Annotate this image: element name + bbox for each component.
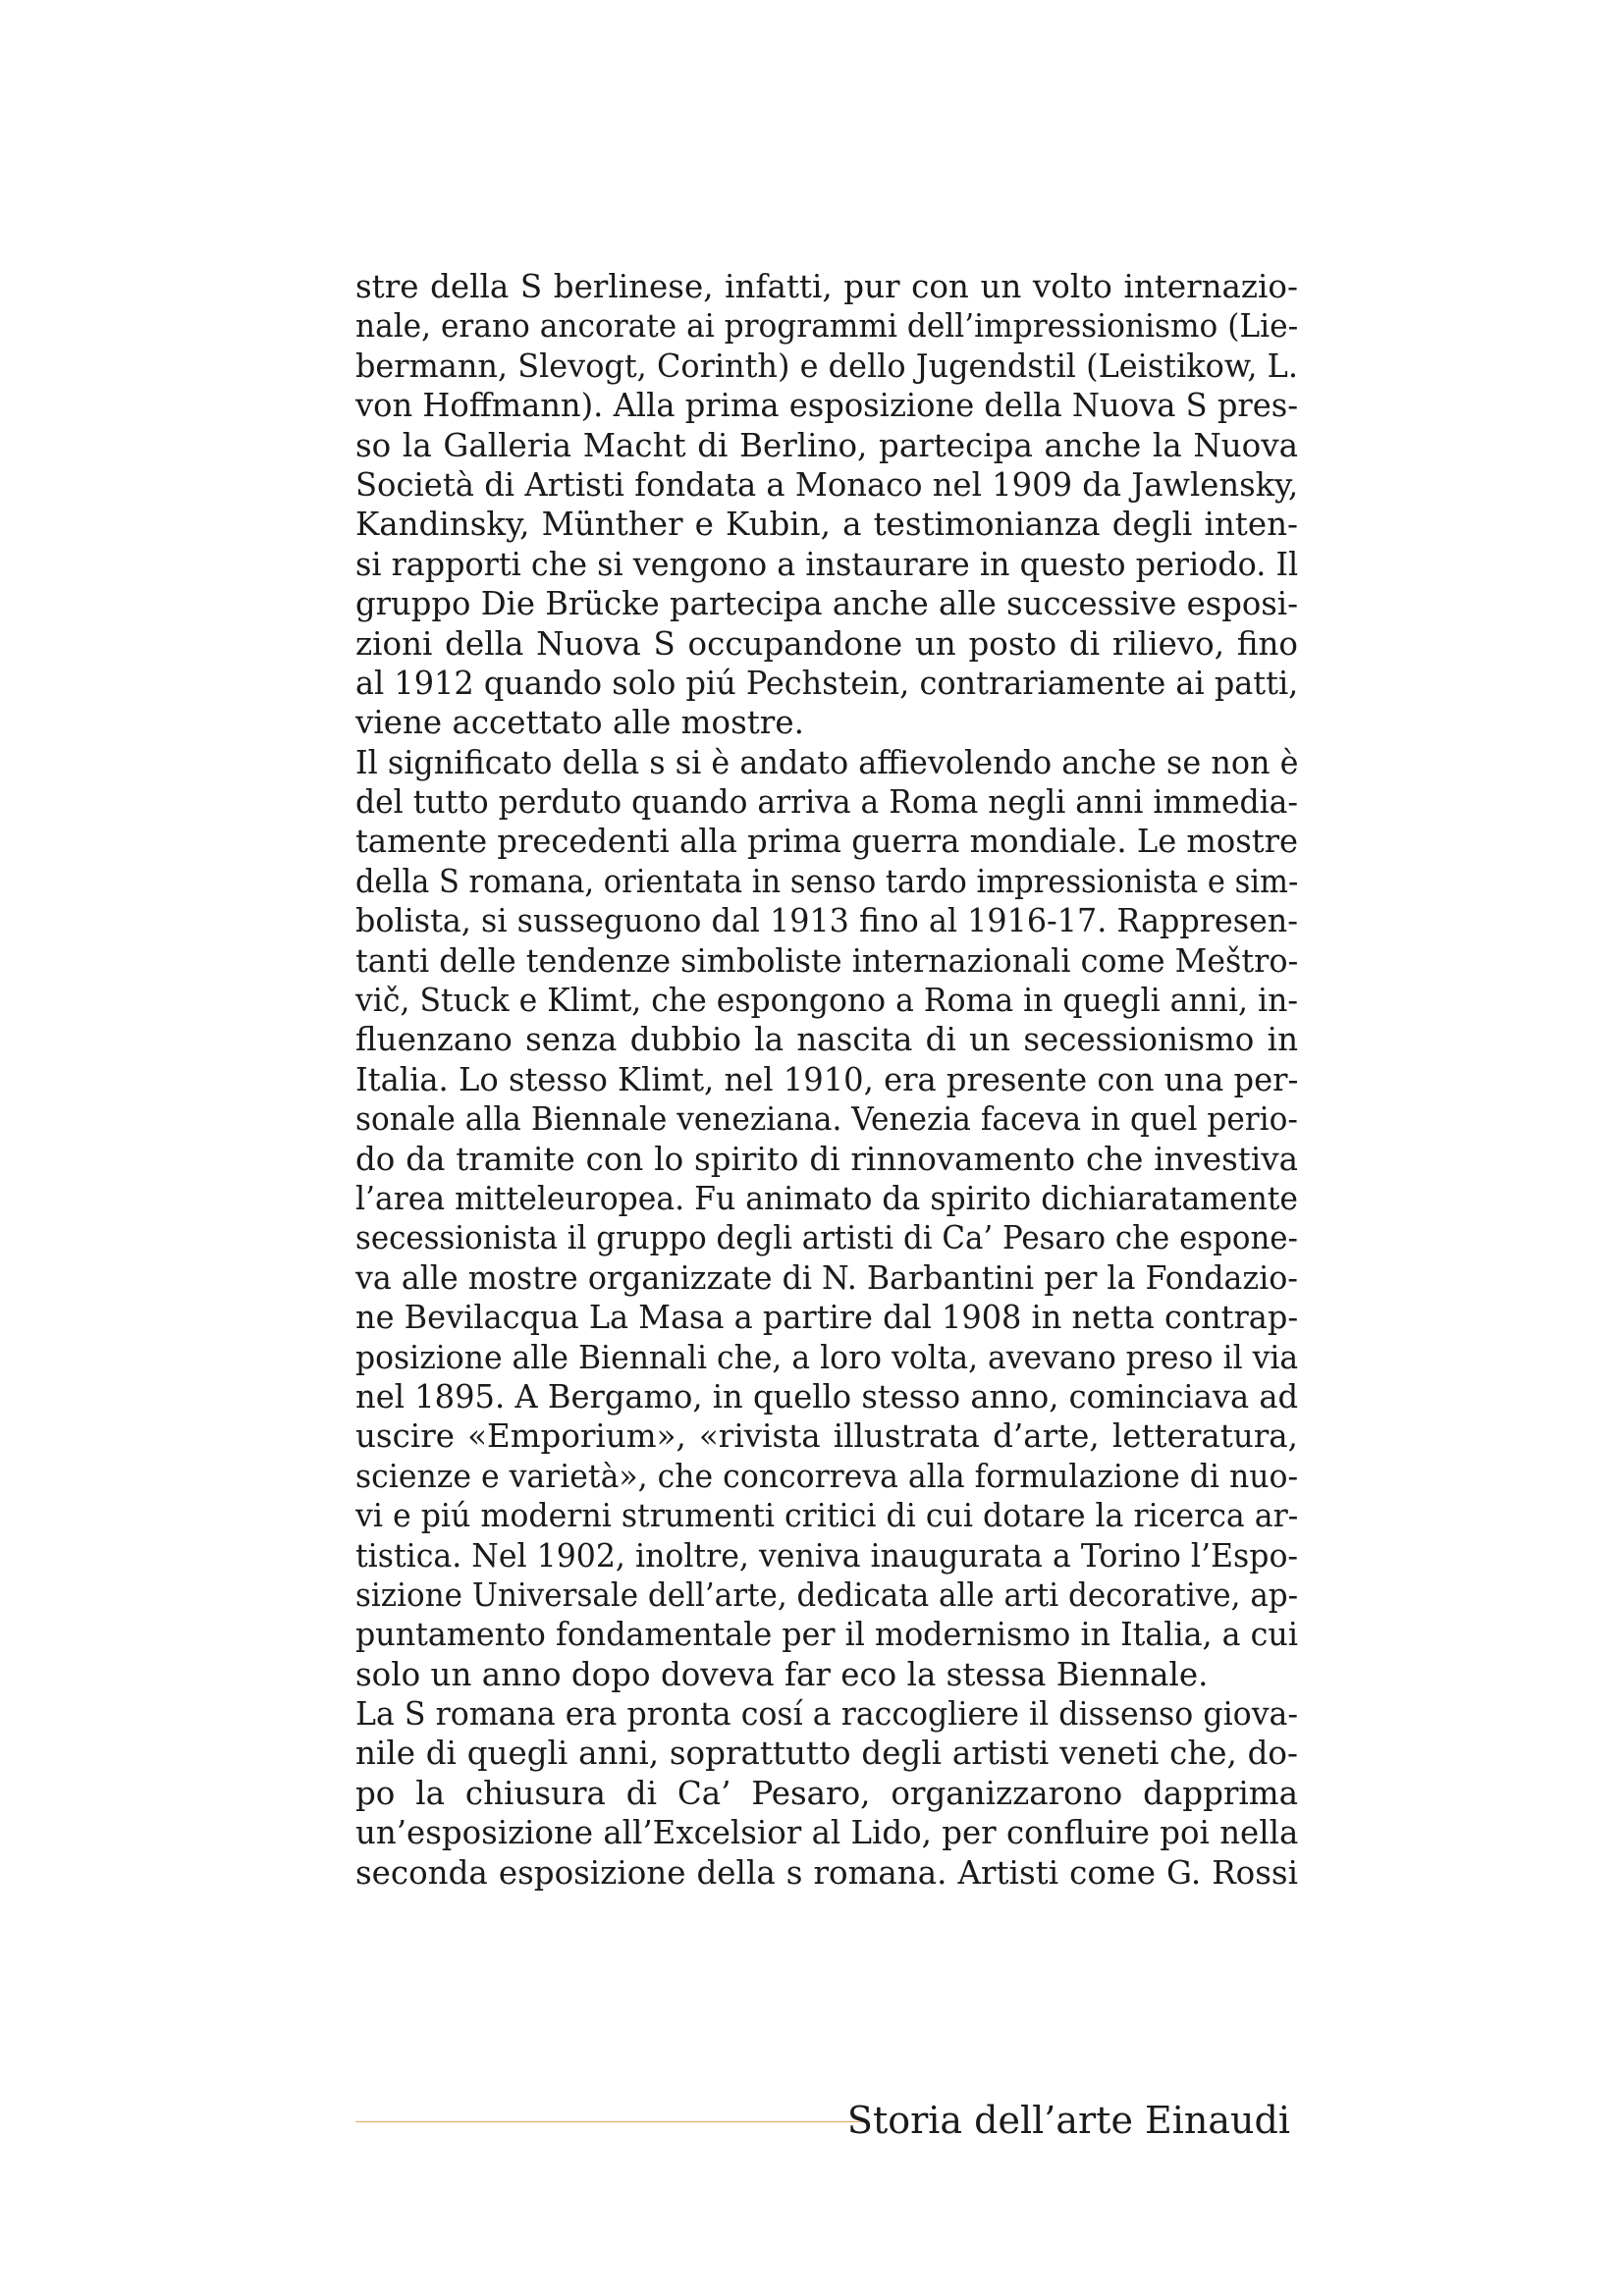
text-line: uscire «Emporium», «rivista illustrata d’arte, letteratura,	[355, 1417, 1298, 1456]
text-line: solo un anno dopo doveva far eco la stessa Biennale.	[355, 1655, 1209, 1693]
body-text	[355, 267, 1298, 1893]
text-line: tistica. Nel 1902, inoltre, veniva inaugurata a Torino l’Espo-	[355, 1536, 1299, 1575]
text-line: bolista, si susseguono dal 1913 fino al 1916-17. Rappresen-	[355, 902, 1299, 940]
text-line: Il significato della s si è andato affievolendo anche se non è	[355, 743, 1299, 781]
text-line: tamente precedenti alla prima guerra mondiale. Le mostre	[355, 823, 1299, 861]
text-line: Società di Artisti fondata a Monaco nel 1909 da Jawlensky,	[355, 465, 1299, 504]
text-line: nale, erano ancorate ai programmi dell’impressionismo (Lie-	[355, 307, 1299, 346]
text-line: Italia. Lo stesso Klimt, nel 1910, era presente con una per-	[355, 1060, 1299, 1098]
page-footer	[355, 2091, 1298, 2150]
text-line: puntamento fondamentale per il modernismo in Italia, a cui	[355, 1616, 1298, 1654]
text-line: nile di quegli anni, soprattutto degli artisti veneti che, do-	[355, 1735, 1298, 1773]
text-line: vič, Stuck e Klimt, che espongono a Roma in quegli anni, in-	[355, 982, 1298, 1020]
text-line: al 1912 quando solo piú Pechstein, contrariamente ai patti,	[355, 664, 1299, 702]
text-line: po la chiusura di Ca’ Pesaro, organizzarono dapprima	[355, 1774, 1298, 1812]
text-line: un’esposizione all’Excelsior al Lido, per confluire poi nella	[355, 1814, 1299, 1852]
text-line: zioni della Nuova S occupandone un posto di rilievo, fino	[355, 624, 1298, 663]
text-line: l’area mitteleuropea. Fu animato da spirito dichiaratamente	[355, 1179, 1299, 1217]
footer-rule	[355, 2121, 866, 2122]
text-line: vi e piú moderni strumenti critici di cui dotare la ricerca ar-	[355, 1497, 1299, 1535]
text-line: do da tramite con lo spirito di rinnovamento che investiva	[355, 1140, 1298, 1178]
text-line: seconda esposizione della s romana. Artisti come G. Rossi	[355, 1853, 1298, 1892]
text-line: va alle mostre organizzate di N. Barbantini per la Fondazio-	[355, 1258, 1298, 1297]
text-line: ne Bevilacqua La Masa a partire dal 1908 in netta contrap-	[355, 1299, 1299, 1337]
text-line: stre della S berlinese, infatti, pur con un volto internazio-	[355, 268, 1298, 305]
footer-title: Storia dell’arte Einaudi	[846, 2099, 1290, 2142]
text-line: La S romana era pronta cosí a raccogliere il dissenso giova-	[355, 1695, 1299, 1734]
text-line: nel 1895. A Bergamo, in quello stesso anno, cominciava ad	[355, 1377, 1299, 1415]
text-line: gruppo Die Brücke partecipa anche alle successive esposi-	[355, 585, 1298, 623]
text-line: del tutto perduto quando arriva a Roma negli anni immedia-	[355, 783, 1299, 822]
text-line: sonale alla Biennale veneziana. Venezia faceva in quel perio-	[355, 1100, 1298, 1139]
text-line: so la Galleria Macht di Berlino, partecipa anche la Nuova	[355, 426, 1298, 464]
text-line: posizione alle Biennali che, a loro volta, avevano preso il via	[355, 1338, 1299, 1376]
text-line: sizione Universale dell’arte, dedicata alle arti decorative, ap-	[355, 1575, 1299, 1614]
text-line: tanti delle tendenze simboliste internazionali come Meštro-	[355, 941, 1299, 980]
text-line: secessionista il gruppo degli artisti di Ca’ Pesaro che espone-	[355, 1219, 1298, 1257]
text-line: Kandinsky, Münther e Kubin, a testimonianza degli inten-	[355, 506, 1298, 544]
text-line: fluenzano senza dubbio la nascita di un secessionismo in	[355, 1021, 1298, 1059]
text-line: von Hoffmann). Alla prima esposizione della Nuova S pres-	[355, 387, 1299, 425]
text-line: bermann, Slevogt, Corinth) e dello Jugendstil (Leistikow, L.	[355, 347, 1299, 385]
text-line: della S romana, orientata in senso tardo impressionista e sim-	[355, 862, 1299, 900]
text-line: scienze e varietà», che concorreva alla formulazione di nuo-	[355, 1457, 1299, 1495]
text-line: viene accettato alle mostre.	[355, 704, 804, 742]
text-line: si rapporti che si vengono a instaurare in questo periodo. Il	[355, 545, 1299, 583]
